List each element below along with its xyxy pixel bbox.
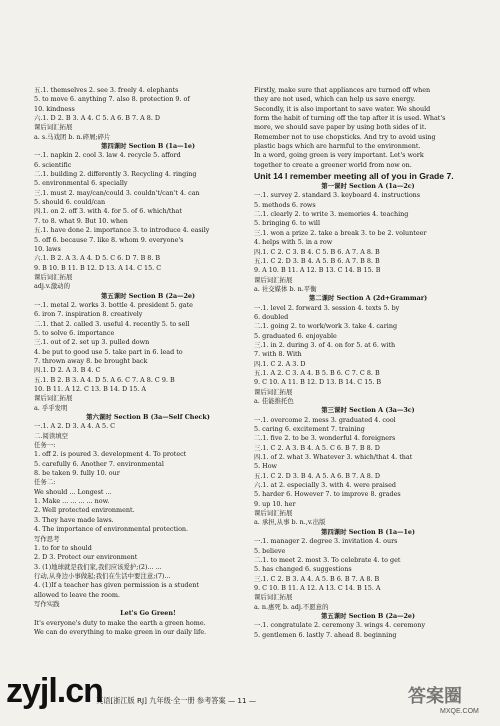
right-answer-line: 5. methods 6. rows	[254, 200, 316, 209]
right-answer-line: 五.1. C 2. D 3. B 4. A 5. B 6. A 7. B 8. B	[254, 256, 380, 265]
right-answer-line: more, we should save paper by using both sides of it.	[254, 123, 427, 132]
right-answer-line: 一.1. manager 2. degree 3. invitation 4. ours	[254, 537, 398, 546]
right-answer-line: a. 社交媒体 b. n.平衡	[254, 284, 317, 293]
left-answer-line: We should ... Longest ...	[34, 487, 112, 496]
left-answer-line: 课后词汇拓展	[34, 123, 73, 132]
right-answer-line: 三.1. C 2. B 3. A 4. A 5. B 6. B 7. A 8. B	[254, 574, 380, 583]
left-answer-line: 10. B 11. A 12. C 13. B 14. D 15. A	[34, 385, 146, 393]
right-answer-line: 第一课时 Section A (1a—2c)	[321, 182, 415, 191]
left-answer-line: 行动,从身边小事做起;我们在生活中要注意;(7)...	[34, 571, 171, 580]
right-answer-line: 课后词汇拓展	[254, 593, 293, 602]
right-answer-line: 三.1. won a prize 2. take a break 3. to be 2. volunteer	[254, 228, 427, 237]
right-answer-line: 9. up 10. her	[254, 499, 296, 508]
watermark-logo-left: zyjl.cn	[6, 672, 103, 710]
right-answer-line: 5. graduated 6. enjoyable	[254, 331, 337, 340]
left-answer-line: 4. be put to good use 5. take part in 6. lead to	[34, 347, 183, 356]
right-answer-line: Unit 14 I remember meeting all of you in Grade 7.	[254, 171, 454, 182]
right-answer-line: 9. C 10. A 11. B 12. D 13. B 14. C 15. B	[254, 378, 382, 387]
left-answer-line: 3. They have made laws.	[34, 515, 114, 524]
left-answer-line: 五.1. themselves 2. see 3. freely 4. elephants	[34, 86, 179, 94]
left-answer-line: 3. (1)地球就是我们家,我们应该爱护;(2)... ...	[34, 562, 162, 571]
right-answer-line: together to create a greener world from now on.	[254, 160, 412, 169]
left-answer-line: 二.1. building 2. differently 3. Recycling 4. ringing	[34, 170, 197, 179]
right-answer-line: 9. C 10. B 11. A 12. A 13. C 14. B 15. A	[254, 583, 381, 592]
left-answer-line: 8. be taken 9. fully 10. our	[34, 469, 120, 478]
right-answer-line: 二.1. clearly 2. to write 3. memories 4. teaching	[254, 210, 409, 219]
right-answer-line: 第五课时 Section B (2a—2e)	[320, 611, 416, 620]
right-answer-line: 课后词汇拓展	[254, 387, 293, 396]
left-answer-line: allowed to leave the room.	[34, 590, 120, 599]
right-answer-line: 5. has changed 6. suggestions	[254, 565, 352, 574]
left-answer-line: adj.v.激动的	[34, 282, 70, 291]
left-answer-line: 7. to 8. what 9. But 10. when	[34, 216, 128, 225]
right-answer-line: 第四课时 Section B (1a—1e)	[320, 527, 416, 536]
left-answer-line: 4. (1)If a teacher has given permission is a student	[34, 581, 199, 590]
left-answer-line: 1. Make ... ... ... ... now.	[34, 497, 110, 506]
left-answer-line: 写作思考	[34, 534, 60, 543]
left-answer-line: 第五课时 Section B (2a—2e)	[100, 291, 196, 300]
right-answer-line: 六.1. at 2. especially 3. with 4. were praised	[254, 481, 396, 490]
right-answer-line: 五.1. A 2. C 3. A 4. B 5. B 6. C 7. C 8. B	[254, 368, 380, 377]
right-answer-line: 5. bringing 6. to will	[254, 219, 320, 228]
right-answer-line: 9. A 10. B 11. A 12. B 13. C 14. B 15. B	[254, 266, 381, 275]
right-answer-line: 课后词汇拓展	[254, 275, 293, 284]
left-answer-line: 5. environmental 6. specially	[34, 179, 128, 188]
left-answer-line: It's everyone's duty to make the earth a green home.	[34, 618, 206, 627]
right-answer-line: 一.1. level 2. forward 3. session 4. texts 5. by	[254, 303, 400, 312]
left-answer-line: 2. Well protected environment.	[34, 506, 135, 515]
right-answer-line: 一.1. congratulate 2. ceremony 3. wings 4. ceremony	[254, 621, 426, 630]
right-answer-line: 五.1. C 2. D 3. B 4. A 5. A 6. B 7. A 8. D	[254, 471, 381, 480]
left-answer-line: 5. should 6. could/can	[34, 198, 106, 207]
right-answer-line: 二.1. going 2. to work/work 3. take 4. caring	[254, 322, 398, 331]
left-answer-line: 2. D 3. Protect our environment	[34, 553, 138, 562]
left-answer-line: a. s.马戏团 b. n.碎屑;碎片	[34, 132, 111, 141]
right-answer-line: 一.1. overcome 2. mess 3. graduated 4. cool	[254, 415, 396, 424]
left-answer-line: 第四课时 Section B (1a—1e)	[100, 142, 196, 151]
right-answer-line: they are not used, which can help us save energy.	[254, 95, 416, 104]
left-answer-line: 写作实践	[34, 599, 60, 608]
left-answer-line: 三.1. out of 2. set up 3. pulled down	[34, 338, 150, 347]
left-answer-line: 四.1. D 2. A 3. B 4. C	[34, 366, 101, 375]
right-answer-line: Firstly, make sure that appliances are turned off when	[254, 86, 431, 94]
left-answer-line: 一.1. metal 2. works 3. bottle 4. president 5. gate	[34, 300, 193, 309]
right-answer-line: 5. harder 6. However 7. to improve 8. grades	[254, 490, 401, 499]
right-answer-line: Remember not to use chopsticks. And try to avoid using	[254, 132, 436, 141]
left-answer-line: 五.1. have done 2. importance 3. to introduce 4. easily	[34, 226, 210, 235]
left-answer-line: 六.1. D 2. B 3. A 4. C 5. A 6. B 7. A 8. D	[34, 114, 161, 123]
left-answer-line: 7. thrown away 8. be brought back	[34, 356, 148, 365]
right-answer-line: 5. gentlemen 6. lastly 7. ahead 8. beginning	[254, 630, 397, 639]
left-answer-line: 二.阅读填空	[34, 431, 68, 440]
left-answer-line: 5. carefully 6. Another 7. environmental	[34, 459, 164, 468]
left-answer-line: Let's Go Green!	[120, 609, 176, 618]
right-answer-line: 四.1. C 2. C 3. B 4. C 5. B 6. A 7. A 8. B	[254, 247, 380, 256]
right-answer-line: 三.1. in 2. during 3. of 4. on for 5. at 6. with	[254, 340, 396, 349]
right-answer-line: a. 佳能推托色	[254, 397, 294, 405]
left-answer-line: 5. to move 6. anything 7. also 8. protection 9. of	[34, 95, 190, 104]
right-answer-line: 四.1. of 2. what 3. Whatever 3. which/that 4. that	[254, 453, 413, 462]
right-answer-line: 二.1. five 2. to be 3. wonderful 4. foreigners	[254, 434, 396, 443]
left-answer-line: 课后词汇拓展	[34, 394, 73, 403]
left-answer-line: 9. B 10. B 11. B 12. D 13. A 14. C 15. C	[34, 263, 162, 272]
right-answer-line: 第三课时 Section A (3a—3c)	[321, 406, 415, 415]
right-answer-line: 4. helps with 5. in a row	[254, 238, 333, 247]
right-answer-line: 7. with 8. With	[254, 350, 302, 359]
right-column	[254, 86, 482, 640]
left-answer-line: 4. The importance of environmental protection.	[34, 525, 189, 534]
left-answer-line: 5. off 6. because 7. like 8. whom 9. everyone's	[34, 235, 184, 244]
left-answer-line: 1. to for to should	[34, 543, 92, 552]
left-answer-line: 5. to solve 6. importance	[34, 328, 115, 337]
right-answer-line: 二.1. to meet 2. most 3. To celebrate 4. to get	[254, 555, 401, 564]
right-answer-line: a. n.惠死 b. adj.不愿意的	[254, 602, 329, 611]
right-answer-line: plastic bags which are harmful to the environment.	[254, 142, 421, 151]
left-answer-line: 一.1. A 2. D 3. A 4. A 5. C	[34, 422, 116, 431]
right-answer-line: In a word, going green is very important. Let's work	[254, 151, 424, 160]
left-answer-line: 六.1. B 2. A 3. A 4. D 5. C 6. D 7. B 8. B	[34, 254, 161, 263]
left-answer-line: 任务二:	[34, 478, 56, 487]
right-answer-line: a. 承担,从事 b. n.,v.出版	[254, 518, 326, 527]
left-answer-line: 1. off 2. is poured 3. development 4. To protect	[34, 450, 187, 459]
right-answer-line: 5. believe	[254, 546, 286, 555]
left-answer-line: a. 乎乎发明	[34, 403, 68, 412]
right-answer-line: Secondly, it is also important to save water. We should	[254, 104, 431, 113]
left-answer-line: 二.1. that 2. called 3. useful 4. recently 5. to sell	[34, 319, 190, 328]
right-answer-line: 5. How	[254, 462, 278, 471]
left-answer-line: 五.1. B 2. B 3. A 4. D 5. A 6. C 7. A 8. C 9. B	[34, 375, 175, 384]
right-answer-line: 第二课时 Section A (2d+Grammar)	[308, 294, 428, 303]
right-answer-line: form the habit of turning off the tap after it is used. What's	[254, 114, 446, 123]
right-answer-line: 课后词汇拓展	[254, 509, 293, 518]
left-answer-line: 四.1. on 2. off 3. with 4. for 5. of 6. which/that	[34, 207, 182, 216]
page-footer: 英语[浙江版 RJ] 九年级·全一册 参考答案 — 11 —	[96, 696, 257, 705]
right-answer-line: 一.1. survey 2. standard 3. keyboard 4. instructions	[254, 191, 421, 200]
right-answer-line: 6. doubled	[254, 312, 289, 321]
right-answer-line: 四.1. C 2. A 3. D	[254, 359, 306, 368]
left-answer-line: 10. kindness	[34, 104, 75, 113]
left-answer-line: 6. scientific	[34, 160, 72, 169]
left-column	[34, 86, 262, 637]
left-answer-line: 6. iron 7. inspiration 8. creatively	[34, 310, 143, 319]
left-answer-line: 课后词汇拓展	[34, 272, 73, 281]
left-answer-line: 第六课时 Section B (3a—Self Check)	[86, 413, 210, 422]
watermark-logo-right: 答案圈	[408, 686, 462, 706]
left-answer-line: 三.1. must 2. may/can/could 3. couldn't/can't 4. can	[34, 188, 200, 197]
right-answer-line: 5. caring 6. excitement 7. training	[254, 425, 365, 434]
watermark-url: MXQE.COM	[440, 708, 479, 715]
left-answer-line: We can do everything to make green in our daily life.	[34, 627, 207, 636]
left-answer-line: 10. laws	[34, 244, 61, 253]
left-answer-line: 一.1. napkin 2. cool 3. law 4. recycle 5. afford	[34, 151, 181, 160]
left-answer-line: 任务一:	[34, 441, 56, 450]
right-answer-line: 三.1. C 2. A 3. B 4. A 5. C 6. B 7. B 8. D	[254, 443, 380, 452]
